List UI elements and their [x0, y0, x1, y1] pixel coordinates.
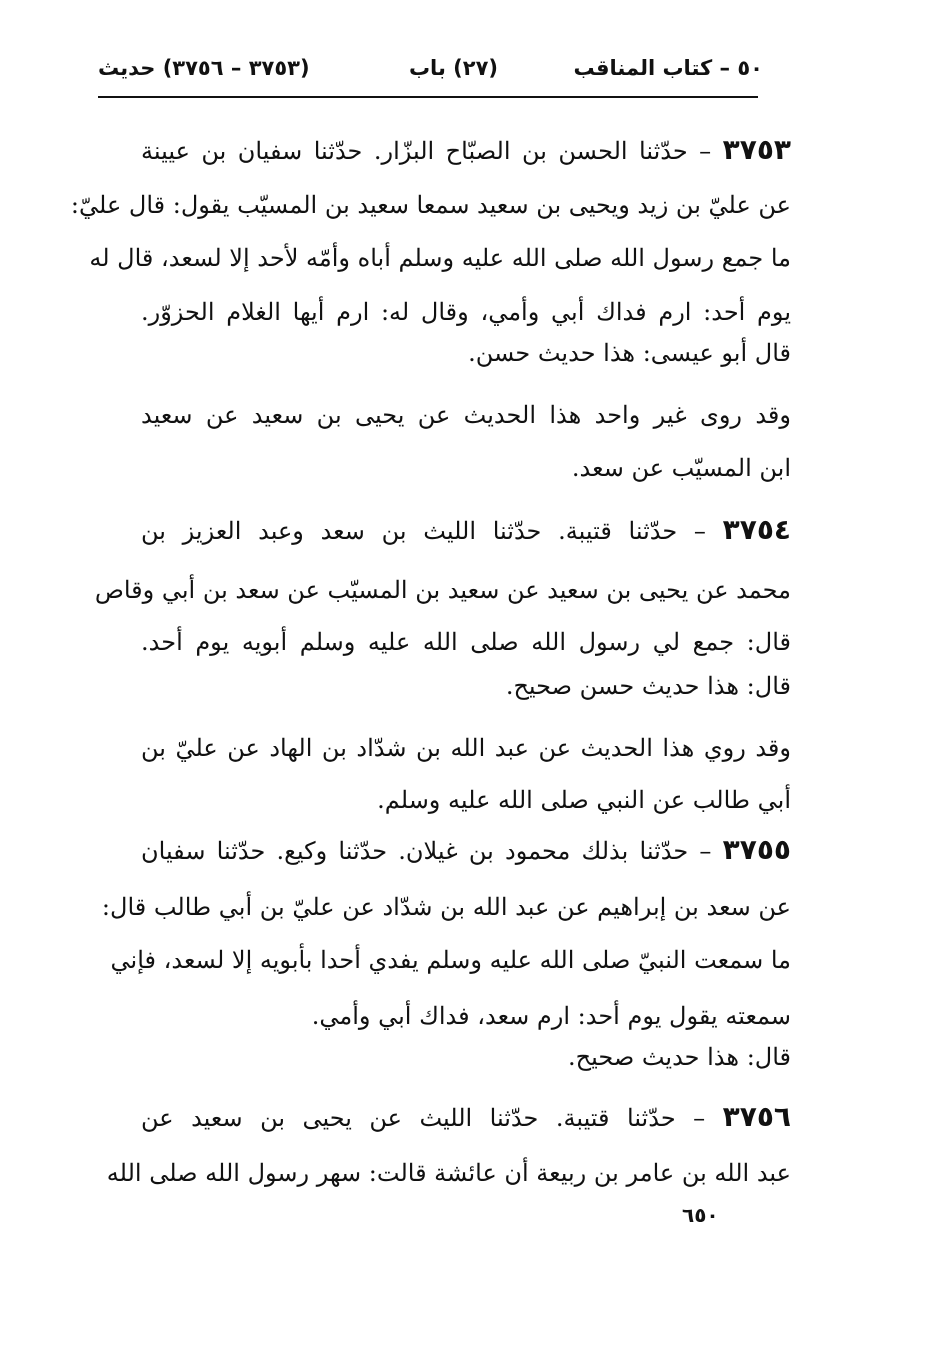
text-line: وقد روى غير واحد هذا الحديث عن يحيى بن سعيد عن سعيد [141, 401, 791, 429]
header-divider [98, 96, 758, 98]
text-line: قال: جمع لي رسول الله صلى الله عليه وسلم أبويه يوم أحد. [141, 628, 791, 656]
text-line: أبي طالب عن النبي صلى الله عليه وسلم. [377, 786, 791, 814]
text-line: وقد روي هذا الحديث عن عبد الله بن شدّاد بن الهاد عن عليّ بن [141, 734, 791, 762]
header-chapter: (٢٧) باب [408, 56, 498, 80]
hadith-number: ٣٧٥٤ [722, 513, 791, 546]
text-line: قال: هذا حديث صحيح. [567, 1043, 791, 1071]
text-line: ٣٧٥٦ – حدّثنا قتيبة. حدّثنا الليث عن يحيى بن سعيد عن [141, 1100, 791, 1133]
text-line: ما جمع رسول الله صلى الله عليه وسلم أباه وأمّه لأحد إلا لسعد، قال له [89, 244, 791, 272]
hadith-number: ٣٧٥٣ [722, 133, 791, 166]
text-line: محمد عن يحيى بن سعيد عن سعيد بن المسيّب عن سعد بن أبي وقاص [94, 576, 791, 604]
text-line: سمعته يقول يوم أحد: ارم سعد، فداك أبي وأمي. [311, 1002, 791, 1030]
text-line: ٣٧٥٥ – حدّثنا بذلك محمود بن غيلان. حدّثنا وكيع. حدّثنا سفيان [141, 833, 791, 866]
text-line: عن عليّ بن زيد ويحيى بن سعيد سمعا سعيد بن المسيّب يقول: قال عليّ: [70, 191, 791, 219]
hadith-number: ٣٧٥٥ [722, 833, 791, 866]
text-line: ٣٧٥٣ – حدّثنا الحسن بن الصبّاح البزّار. حدّثنا سفيان بن عيينة [141, 133, 791, 166]
page-header [98, 48, 763, 88]
text-line: ٣٧٥٤ – حدّثنا قتيبة. حدّثنا الليث بن سعد وعبد العزيز بن [141, 513, 791, 546]
text-line: يوم أحد: ارم فداك أبي وأمي، وقال له: ارم أيها الغلام الحزوّر. [141, 298, 791, 326]
header-hadith-range: (٣٧٥٣ – ٣٧٥٦) حديث [98, 56, 310, 80]
text-line: قال: هذا حديث حسن صحيح. [505, 672, 791, 700]
text-line: قال أبو عيسى: هذا حديث حسن. [468, 339, 791, 367]
text-line: عن سعد بن إبراهيم عن عبد الله بن شدّاد عن عليّ بن أبي طالب قال: [101, 893, 791, 921]
hadith-number: ٣٧٥٦ [722, 1100, 791, 1133]
text-line: ابن المسيّب عن سعد. [571, 454, 791, 482]
page-number: ٦٥٠ [682, 1203, 719, 1227]
header-book-title: ٥٠ – كتاب المناقب [573, 56, 763, 80]
text-line: ما سمعت النبيّ صلى الله عليه وسلم يفدي أحدا بأبويه إلا لسعد، فإني [110, 946, 791, 974]
text-line: عبد الله بن عامر بن ربيعة أن عائشة قالت: سهر رسول الله صلى الله [106, 1159, 791, 1187]
